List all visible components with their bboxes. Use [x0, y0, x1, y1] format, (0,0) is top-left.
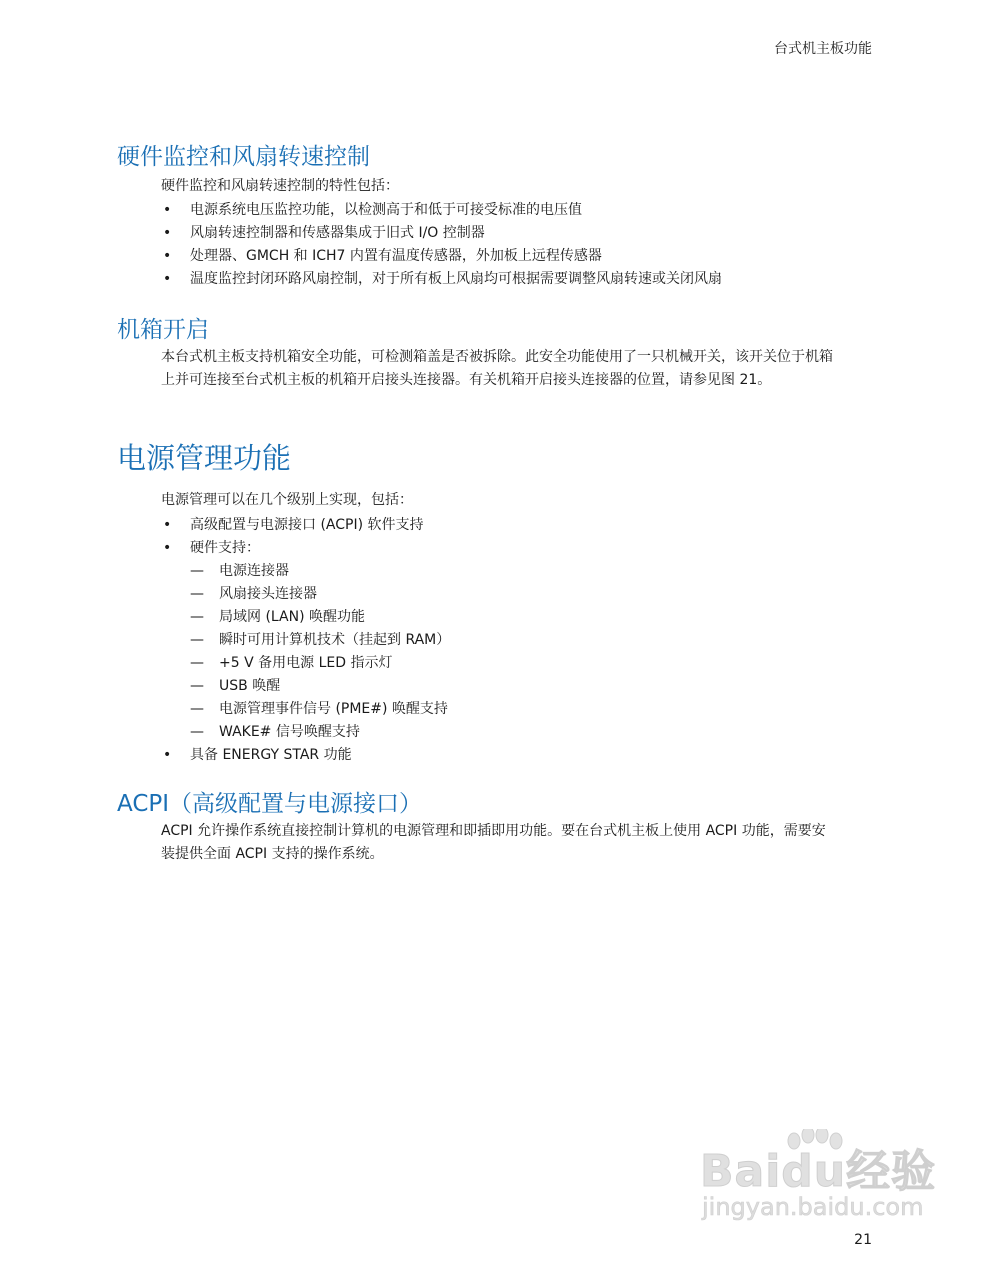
section-heading-power-mgmt: 电源管理功能: [117, 441, 292, 475]
dash-icon: —: [190, 678, 204, 694]
sub-list-item: — 瞬时可用计算机技术（挂起到 RAM）: [190, 629, 861, 652]
power-mgmt-intro: 电源管理可以在几个级别上实现，包括：: [161, 492, 413, 508]
baidu-watermark: [700, 1135, 940, 1245]
dash-icon: —: [190, 563, 204, 579]
list-item: • 高级配置与电源接口 (ACPI) 软件支持: [161, 514, 861, 537]
chassis-body: 本台式机主板支持机箱安全功能，可检测箱盖是否被拆除。此安全功能使用了一只机械开关，该开关位于机箱上并可连接至台式机主板的机箱开启接头连接器。有关机箱开启接头连接器的位置，请参见图 21。: [161, 349, 833, 388]
running-header: 台式机主板功能: [774, 41, 872, 57]
bullet-icon: •: [163, 202, 172, 218]
bullet-icon: •: [163, 517, 172, 533]
dash-icon: —: [190, 701, 204, 717]
list-item: • 温度监控封闭环路风扇控制，对于所有板上风扇均可根据需要调整风扇转速或关闭风扇: [161, 268, 861, 291]
list-item: • 电源系统电压监控功能，以检测高于和低于可接受标准的电压值: [161, 199, 861, 222]
sub-list-item: — 风扇接头连接器: [190, 583, 861, 606]
bullet-icon: •: [163, 248, 172, 264]
bullet-icon: •: [163, 225, 172, 241]
page-number: 21: [854, 1232, 872, 1248]
sub-list-item: — 电源连接器: [190, 560, 861, 583]
dash-icon: —: [190, 655, 204, 671]
watermark-logo: Baidu经验: [700, 1146, 937, 1197]
section-heading-hw-monitor: 硬件监控和风扇转速控制: [117, 144, 370, 170]
bullet-icon: •: [163, 747, 172, 763]
hardware-support-sublist: [161, 560, 861, 744]
bullet-icon: •: [163, 271, 172, 287]
hw-monitor-intro: 硬件监控和风扇转速控制的特性包括：: [161, 178, 399, 194]
dash-icon: —: [190, 724, 204, 740]
sub-list-item: — USB 唤醒: [190, 675, 861, 698]
watermark-url: jingyan.baidu.com: [702, 1193, 924, 1221]
bullet-icon: •: [163, 540, 172, 556]
acpi-body: ACPI 允许操作系统直接控制计算机的电源管理和即插即用功能。要在台式机主板上使用 ACPI 功能，需要安装提供全面 ACPI 支持的操作系统。: [161, 823, 826, 862]
list-item: • 具备 ENERGY STAR 功能: [161, 744, 861, 767]
power-mgmt-list: [161, 514, 861, 767]
sub-list-item: — +5 V 备用电源 LED 指示灯: [190, 652, 861, 675]
sub-list-item: — WAKE# 信号唤醒支持: [190, 721, 861, 744]
list-item: • 风扇转速控制器和传感器集成于旧式 I/O 控制器: [161, 222, 861, 245]
dash-icon: —: [190, 632, 204, 648]
section-heading-chassis: 机箱开启: [117, 317, 209, 343]
sub-list-item: — 电源管理事件信号 (PME#) 唤醒支持: [190, 698, 861, 721]
list-item: • 处理器、GMCH 和 ICH7 内置有温度传感器，外加板上远程传感器: [161, 245, 861, 268]
dash-icon: —: [190, 586, 204, 602]
list-item: • 硬件支持： — 电源连接器 — 风扇接头连接器 — 局域网 (LAN) 唤醒功能 — 瞬时可用计算机技术（挂起到 RAM） — +5 V 备用电源 LED 指示灯 — USB 唤醒 — 电源管理事件信号 (PME#) 唤醒支持 — WAKE# 信号唤醒支持: [161, 537, 861, 744]
hw-monitor-list: [161, 199, 861, 291]
dash-icon: —: [190, 609, 204, 625]
sub-list-item: — 局域网 (LAN) 唤醒功能: [190, 606, 861, 629]
section-heading-acpi: ACPI（高级配置与电源接口）: [117, 791, 423, 817]
